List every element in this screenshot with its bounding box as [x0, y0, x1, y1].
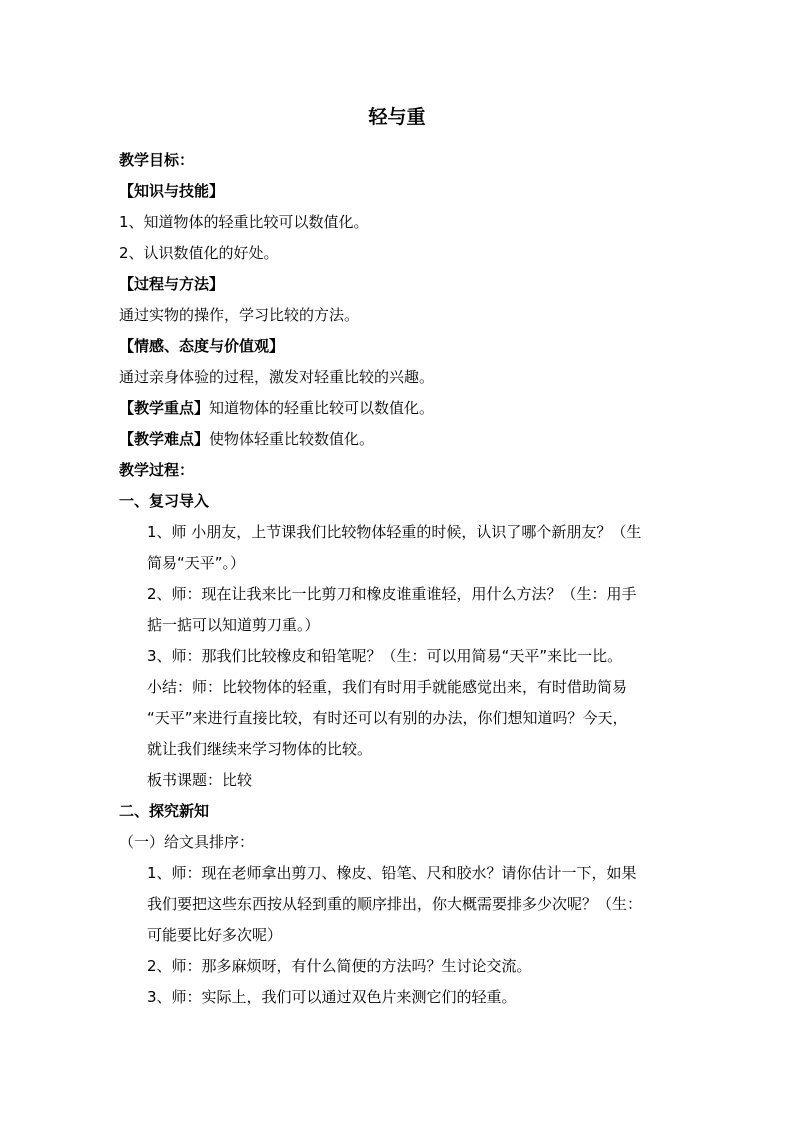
- review-item-2-line-2: 掂一掂可以知道剪刀重。）: [147, 616, 320, 634]
- explore-item-2: 2、师：那多麻烦呀，有什么简便的方法吗？生讨论交流。: [147, 957, 532, 975]
- explore-item-1-line-3: 可能要比好多次呢）: [147, 926, 283, 944]
- document-body: [119, 145, 679, 1013]
- goal-item-1: 1、知道物体的轻重比较可以数值化。: [119, 213, 369, 231]
- summary-line-1: 小结：师：比较物体的轻重，我们有时用手就能感觉出来，有时借助简易: [147, 678, 628, 696]
- goal-item-2: 2、认识数值化的好处。: [119, 244, 279, 262]
- review-item-1-line-1: 1、师 小朋友，上节课我们比较物体轻重的时候，认识了哪个新朋友？（生: [147, 523, 642, 541]
- emotion-attitude-text: 通过亲身体验的过程，激发对轻重比较的兴趣。: [119, 368, 435, 386]
- difficult-point-label: 【教学难点】: [119, 430, 210, 448]
- key-point-line: [119, 393, 679, 424]
- process-method-text: 通过实物的操作，学习比较的方法。: [119, 306, 360, 324]
- difficult-point-text: 使物体轻重比较数值化。: [209, 430, 375, 448]
- review-item-1-line-2: 简易“天平”。）: [147, 554, 246, 572]
- explore-item-1-line-1: 1、师：现在老师拿出剪刀、橡皮、铅笔、尺和胶水？请你估计一下，如果: [147, 864, 637, 882]
- summary-line-2: “天平”来进行直接比较，有时还可以有别的办法，你们想知道吗？今天，: [147, 709, 628, 727]
- section-teaching-process: 教学过程：: [119, 461, 195, 479]
- review-item-3: 3、师：那我们比较橡皮和铅笔呢？（生：可以用简易“天平”来比一比。: [147, 647, 623, 665]
- subsection-emotion-attitude: 【情感、态度与价值观】: [119, 337, 285, 355]
- board-title-line: 板书课题：比较: [147, 771, 253, 789]
- key-point-label: 【教学重点】: [119, 399, 210, 417]
- section-teaching-goals: 教学目标：: [119, 151, 195, 169]
- explore-item-1-line-2: 我们要把这些东西按从轻到重的顺序排出，你大概需要排多少次呢？（生：: [147, 895, 643, 913]
- document-title: 轻与重: [368, 106, 426, 128]
- part-two-heading: 二、探究新知: [119, 802, 210, 820]
- explore-item-3: 3、师：实际上，我们可以通过双色片来测它们的轻重。: [147, 988, 517, 1006]
- key-point-text: 知道物体的轻重比较可以数值化。: [209, 399, 435, 417]
- difficult-point-line: [119, 424, 679, 455]
- part-one-heading: 一、复习导入: [119, 492, 210, 510]
- summary-line-3: 就让我们继续来学习物体的比较。: [147, 740, 373, 758]
- subsection-knowledge-skills: 【知识与技能】: [119, 182, 225, 200]
- subsection-process-method: 【过程与方法】: [119, 275, 225, 293]
- review-item-2-line-1: 2、师：现在让我来比一比剪刀和橡皮谁重谁轻，用什么方法？（生：用手: [147, 585, 637, 603]
- subpart-heading: （一）给文具排序：: [119, 833, 255, 851]
